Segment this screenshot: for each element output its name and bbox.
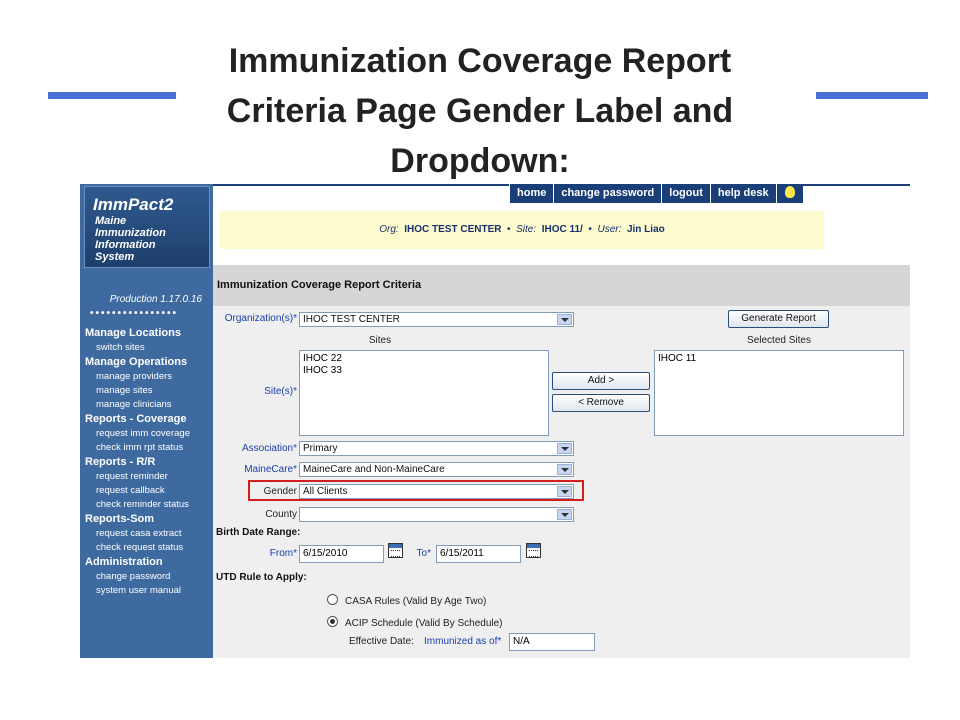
sidebar-nav: [85, 326, 213, 598]
organization-label: Organization(s)*: [224, 313, 297, 324]
to-label: To*: [416, 548, 431, 559]
accent-bar-right: [816, 92, 928, 99]
association-select[interactable]: [299, 441, 574, 456]
gender-label: Gender: [263, 486, 297, 497]
sidebar-heading: Manage Locations: [85, 327, 181, 339]
org-value: IHOC TEST CENTER: [404, 224, 502, 235]
sidebar-link[interactable]: check request status: [96, 542, 184, 553]
app-logo[interactable]: [84, 186, 210, 268]
selected-sites-header: Selected Sites: [747, 335, 811, 346]
logo-line: Maine: [95, 215, 127, 227]
sidebar-heading: Reports-Som: [85, 513, 155, 525]
gender-value: All Clients: [303, 486, 348, 497]
criteria-form: [213, 306, 910, 658]
accent-bar-left: [48, 92, 176, 99]
lightbulb-icon[interactable]: [776, 184, 803, 203]
calendar-icon[interactable]: [526, 543, 541, 558]
mainecare-select[interactable]: [299, 462, 574, 477]
site-value: IHOC 11/: [541, 224, 583, 235]
sidebar-link[interactable]: system user manual: [96, 585, 182, 596]
separator: •: [507, 224, 511, 235]
sites-header: Sites: [368, 335, 392, 346]
chevron-down-icon[interactable]: [557, 464, 572, 475]
sidebar-heading: Reports - R/R: [85, 456, 156, 468]
site-label: Site:: [516, 224, 537, 235]
to-date-input[interactable]: 6/15/2011: [436, 545, 521, 563]
acip-schedule-label: ACIP Schedule (Valid By Schedule): [345, 618, 503, 629]
sites-label: Site(s)*: [264, 386, 297, 397]
chevron-down-icon[interactable]: [557, 509, 572, 520]
app-screenshot: [80, 184, 910, 658]
list-item[interactable]: IHOC 11: [658, 353, 697, 364]
add-site-button[interactable]: Add >: [552, 372, 650, 390]
sidebar-link[interactable]: change password: [96, 571, 171, 582]
version-label: Production 1.17.0.16: [109, 294, 202, 305]
generate-report-button[interactable]: Generate Report: [728, 310, 829, 328]
utd-rule-label: UTD Rule to Apply:: [216, 572, 307, 583]
separator: •: [588, 224, 592, 235]
chevron-down-icon[interactable]: [557, 314, 572, 325]
sidebar-link[interactable]: request casa extract: [96, 528, 182, 539]
nav-change-password[interactable]: change password: [553, 184, 661, 203]
session-info-bar: [220, 211, 824, 249]
nav-logout[interactable]: logout: [661, 184, 710, 203]
user-label: User:: [597, 224, 622, 235]
county-label: County: [265, 509, 297, 520]
logo-subtitle: [95, 215, 205, 263]
separator-dots: ••••••••••••••••: [90, 308, 179, 319]
mainecare-value: MaineCare and Non-MaineCare: [303, 464, 445, 475]
casa-rules-radio[interactable]: [327, 594, 338, 605]
top-nav: [509, 184, 803, 204]
from-date-input[interactable]: 6/15/2010: [299, 545, 384, 563]
sidebar-link[interactable]: request imm coverage: [96, 428, 190, 439]
birth-date-range-label: Birth Date Range:: [216, 527, 301, 538]
association-value: Primary: [303, 443, 338, 454]
slide-title: Immunization Coverage Report Criteria Page Gender Label and Dropdown:: [226, 42, 734, 180]
nav-home[interactable]: home: [509, 184, 553, 203]
org-label: Org:: [379, 224, 399, 235]
chevron-down-icon[interactable]: [557, 443, 572, 454]
list-item[interactable]: IHOC 33: [303, 365, 342, 376]
logo-title: ImmPact2: [93, 195, 174, 214]
user-value: Jin Liao: [626, 224, 665, 235]
sidebar: [80, 184, 213, 658]
effective-date-input[interactable]: N/A: [509, 633, 595, 651]
effective-date-label: Effective Date:: [349, 636, 414, 647]
chevron-down-icon[interactable]: [557, 486, 572, 497]
remove-site-button[interactable]: < Remove: [552, 394, 650, 412]
sidebar-link[interactable]: request callback: [96, 485, 165, 496]
nav-help-desk[interactable]: help desk: [710, 184, 776, 203]
organization-select[interactable]: [299, 312, 574, 327]
sidebar-heading: Administration: [85, 556, 163, 568]
sidebar-link[interactable]: manage sites: [96, 385, 153, 396]
logo-line: System: [95, 251, 135, 263]
sidebar-link[interactable]: check reminder status: [96, 499, 189, 510]
sidebar-link[interactable]: manage clinicians: [96, 399, 172, 410]
logo-line: Information: [95, 239, 156, 251]
sidebar-link[interactable]: switch sites: [96, 342, 145, 353]
sidebar-link[interactable]: check imm rpt status: [96, 442, 184, 453]
immunized-as-of-label: Immunized as of*: [424, 636, 502, 647]
association-label: Association*: [241, 443, 297, 454]
county-select[interactable]: [299, 507, 574, 522]
sidebar-link[interactable]: manage providers: [96, 371, 173, 382]
casa-rules-label: CASA Rules (Valid By Age Two): [345, 596, 487, 607]
mainecare-label: MaineCare*: [244, 464, 297, 475]
logo-line: Immunization: [95, 227, 166, 239]
from-label: From*: [269, 548, 297, 559]
page-title: Immunization Coverage Report Criteria: [213, 265, 910, 306]
organization-value: IHOC TEST CENTER: [303, 314, 400, 325]
selected-sites-listbox[interactable]: [654, 350, 904, 436]
sites-listbox[interactable]: [299, 350, 549, 436]
calendar-icon[interactable]: [388, 543, 403, 558]
list-item[interactable]: IHOC 22: [303, 353, 342, 364]
sidebar-link[interactable]: request reminder: [96, 471, 168, 482]
acip-schedule-radio[interactable]: [327, 616, 338, 627]
gender-select[interactable]: [299, 484, 574, 499]
sidebar-heading: Manage Operations: [85, 356, 188, 368]
sidebar-heading: Reports - Coverage: [85, 413, 187, 425]
